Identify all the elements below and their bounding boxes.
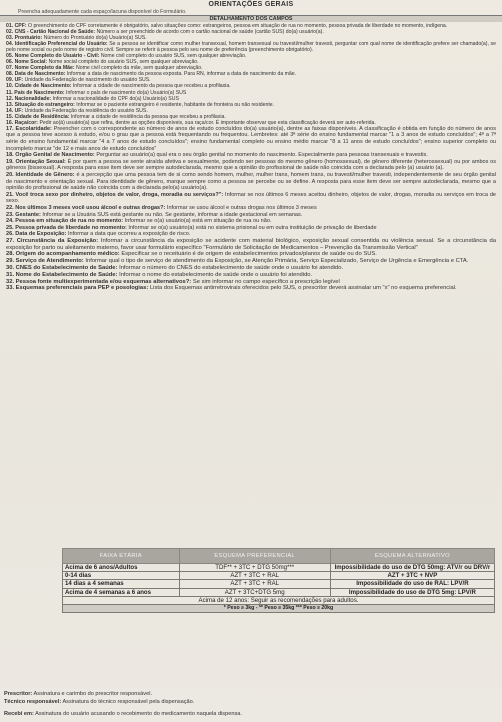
field-label: 02. CNS - Cartão Nacional de Saúde:	[6, 29, 96, 36]
field-label: 26. Data de Exposição:	[6, 231, 67, 238]
field-label: 25. Pessoa privada de liberdade no momento:	[6, 224, 127, 231]
field-descriptions	[0, 22, 502, 292]
field-description-item	[6, 159, 496, 172]
alternative-scheme-cell: AZT + 3TC + NVP	[330, 572, 494, 580]
field-label: 21. Você troca sexo por dinheiro, objetos de valor, droga, moradia ou serviços?":	[6, 191, 224, 198]
field-label: 06. Nome Social:	[6, 59, 48, 66]
field-label: 14. UF:	[6, 107, 24, 114]
field-text: Informar a data de nascimento da pessoa exposta. Para RN, informar a data de nascimento da mãe.	[66, 71, 297, 78]
field-text: Nome civil completo da mãe, sem qualquer abreviação.	[76, 65, 203, 72]
field-text: Informar a circunstância da exposição se acidente com material biológico, exposição sexual consentida ou violência sexual. Se a circunstância da exposição for parto ou aleitamento materno, favor usar formulário específico "Formulário de Solicitação de Medicamentos – Prevenção da Transmissão Vertical"	[6, 237, 496, 251]
field-text: O preenchimento do CPF corretamente é obrigatório, salvo situações como: estrangeiros, pessoa em situação de rua no momento, pessoa privada de liberdade no momento, indígena.	[28, 23, 448, 29]
detail-bar	[0, 16, 502, 22]
field-text: Especificar se o receituário é de origem de estabelecimentos privados/planos de saúde ou do SUS.	[121, 251, 377, 258]
field-text: Informar se o(a) usuário(a) está em situação de rua ou não.	[124, 218, 272, 225]
field-text: Informar se o paciente estrangeiro é residente, habitante de fronteira ou não residente.	[76, 101, 275, 108]
table-row	[63, 564, 495, 572]
table-row	[63, 572, 495, 580]
field-label: 09. UF:	[6, 77, 24, 84]
preferred-scheme-cell: AZT + 3TC + RAL	[179, 580, 330, 588]
field-text: Se a pessoa se identificar como mulher transexual, homem transexual ou travesti/mulher travesti, perguntar com qual nome de identificação prefere ser chamado(a), se pelo nome social ou pelo nome de registro civil. Sempre se referir à pessoa pelo seu nome de preferência (preenchimento obrigatório).	[6, 41, 496, 54]
field-text: Unidade da Federação da residência do usuário SUS.	[24, 107, 148, 114]
field-text: Informar se nos últimos 6 meses aceitou dinheiro, objetos de valor, drogas, moradia ou serviços em troca de sexo.	[6, 191, 496, 205]
field-description-item	[6, 258, 496, 265]
field-label: 13. Situação do estrangeiro:	[6, 101, 75, 108]
prep-pep-table	[62, 548, 495, 613]
field-label: 03. Prontuário:	[6, 35, 43, 42]
field-label: 05. Nome Completo do Usuário - Civil:	[6, 53, 100, 60]
field-label: 28. Origem do acompanhamento médico:	[6, 251, 120, 258]
receiver-line: Recebi em: Assinatura do usuário acusando o recebimento do medicamento naquela dispensa.	[4, 711, 242, 717]
field-description-item	[6, 272, 496, 279]
field-text: Informar o número do CNES do estabelecimento de saúde onde o usuário foi atendido.	[119, 265, 344, 272]
field-description-item	[6, 172, 496, 192]
field-label: 08. Data de Nascimento:	[6, 71, 66, 78]
field-text: Informar o nome do estabelecimento de saúde onde o usuário foi atendido.	[119, 271, 313, 278]
field-label: 20. Identidade de Gênero:	[6, 171, 75, 178]
col-alternative-scheme: ESQUEMA ALTERNATIVO	[330, 549, 494, 564]
scheme-table	[62, 548, 495, 613]
field-text: Unidade da Federação de nascimento do usuário SUS.	[24, 77, 151, 84]
col-age-range: FAIXA ETÁRIA	[63, 549, 180, 564]
table-footer: Acima de 12 anos: Seguir as recomendações para adultos.	[63, 596, 495, 604]
field-label: 01. CPF:	[6, 23, 27, 29]
field-description-item	[6, 265, 496, 272]
field-label: 04. Identificação Preferencial do Usuário:	[6, 41, 108, 48]
age-range-cell: Acima de 6 anos/Adultos	[63, 564, 180, 572]
field-text: Nome civil completo do usuário SUS, sem qualquer abreviação.	[100, 53, 247, 60]
field-text: Número a ser preenchido de acordo com o cartão nacional de saúde (cartão SUS) do(a) usuário(a).	[96, 29, 324, 36]
field-text: É por quem a pessoa se sente atraída afetiva e sexualmente, podendo ser pessoas do mesmo gênero (homossexual), de gênero diferente (heterossexual) ou por ambos os gêneros (bissexual). A resposta para esse item deve ser sempre autodeclarada, mesmo que a opinião do profissional de saúde não coincida com a declarada pelo (a) usuário (a).	[6, 158, 496, 172]
field-label: 15. Cidade de Residência:	[6, 113, 70, 120]
field-label: 30. CNES do Estabelecimento de Saúde:	[6, 265, 118, 272]
detail-bar-title: DETALHAMENTO DOS CAMPOS	[209, 16, 293, 22]
field-label: 19. Orientação Sexual:	[6, 158, 66, 165]
field-description-item	[6, 41, 496, 53]
field-text: Informar a cidade de residência da pessoa que recebeu a profilaxia.	[70, 113, 226, 120]
field-text: Número do Prontuário do(a) Usuário(a) SUS.	[43, 35, 147, 42]
field-text: Pedir ao(à) usuário(a) que refira, dentre as opções disponíveis, sua raça/cor. É importante observar que esta classificação deverá ser auto-referida.	[39, 119, 376, 126]
table-row	[63, 580, 495, 588]
preferred-scheme-cell: TDF** + 3TC + DTG 50mg***	[179, 564, 330, 572]
field-text: Informar se a Usuária SUS está gestante ou não. Se gestante, informar a idade gestacional em semanas.	[42, 211, 303, 218]
technician-line: Técnico responsável: Assinatura do técnico responsável pela dispensação.	[4, 699, 195, 705]
age-range-cell: Acima de 4 semanas a 6 anos	[63, 588, 180, 596]
weight-note: * Peso ≥ 3kg - ** Peso ≥ 35kg *** Peso ≥ 20kg	[63, 604, 495, 612]
field-label: 29. Serviço de Atendimento:	[6, 258, 84, 265]
field-description-item	[6, 238, 496, 252]
field-label: 17. Escolaridade:	[6, 125, 52, 132]
field-description-item	[6, 212, 496, 219]
field-description-item	[6, 231, 496, 238]
field-text: Informar a cidade de nascimento da pessoa que recebeu a profilaxia.	[72, 83, 231, 90]
table-note-row	[63, 604, 495, 612]
field-text: Informar a data que ocorreu a exposição de risco.	[67, 231, 191, 238]
field-text: Perguntar ao usuário(a) qual era o seu órgão genital no momento do nascimento. Especialmente para pessoas transexuais e travestis.	[96, 152, 428, 159]
field-label: 23. Gestante:	[6, 211, 41, 218]
field-description-item	[6, 225, 496, 232]
field-text: Nome social completo do usuário SUS, sem qualquer abreviação.	[48, 59, 199, 66]
table-footer-row	[63, 596, 495, 604]
alternative-scheme-cell: Impossibilidade do uso de DTG 5mg: LPV/R	[330, 588, 494, 596]
field-label: 18. Orgão Genital de Nascimento:	[6, 152, 95, 159]
field-text: Se sim informar no campo específico a prescrição legível	[192, 278, 340, 285]
col-preferred-scheme: ESQUEMA PREFERENCIAL	[179, 549, 330, 564]
field-label: 32. Pessoa fonte multiexperimentada e/ou esquemas alternativos?:	[6, 278, 192, 285]
instruction-line: Preencha adequadamente cada espaço/lacuna disponível do Formulário.	[0, 9, 502, 16]
field-label: 16. Raça/cor:	[6, 119, 39, 126]
field-label: 24. Pessoa em situação de rua no momento:	[6, 218, 124, 225]
preferred-scheme-cell: AZT + 3TC+DTG 5mg	[179, 588, 330, 596]
field-label: 22. Nos últimos 3 meses você usou álcool e outras drogas?:	[6, 204, 166, 211]
section-title: ORIENTAÇÕES GERAIS	[208, 1, 294, 8]
field-label: 07. Nome Completo da Mãe:	[6, 65, 75, 72]
field-label: 33. Esquemas preferenciais para PEP e posologias:	[6, 285, 149, 292]
field-description-item	[6, 279, 496, 286]
field-text: Informar o país de nascimento do(a) Usuário(a) SUS	[66, 89, 187, 96]
field-description-item	[6, 192, 496, 205]
field-description-item	[6, 218, 496, 225]
preferred-scheme-cell: AZT + 3TC + RAL	[179, 572, 330, 580]
field-description-item	[6, 285, 496, 292]
alternative-scheme-cell: Impossibilidade do uso de RAL: LPV/R	[330, 580, 494, 588]
field-text: Informar a nacionalidade do CPF do(a) Usuário(a) SUS	[52, 95, 179, 102]
field-text: Informar se o(a) usuário(a) está no sistema prisional ou em outra instituição de privação de liberdade	[128, 224, 377, 231]
field-description-item	[6, 251, 496, 258]
field-label: 12. Nacionalidade:	[6, 95, 52, 102]
field-text: Informar se usou álcool e outras drogas nos últimos 3 meses	[166, 204, 317, 211]
field-text: Informar qual o tipo de serviço de atendimento da Exposição, se Atenção Primária, Serviço Especializado, Serviço de Urgência e Emergência e CTA.	[85, 258, 469, 265]
age-range-cell: 14 dias a 4 semanas	[63, 580, 180, 588]
age-range-cell: 0-14 dias	[63, 572, 180, 580]
table-row	[63, 588, 495, 596]
field-label: 27. Circunstância da Exposição:	[6, 237, 99, 244]
field-text: Preencher com o correspondente ao número de anos de estudo concluídos do(a) usuário(a), dentre as faixas disponíveis. A classificação é obtida em função do número de anos que a pessoa teve acesso à estudo, e/ou o grau que a pessoa está frequentando ou frequentou. Lembretes: até 3ª série do ensino fundamental marcar "1 a 3 anos de estudo concluídos"; 4ª a 7ª série do ensino fundamental marcar "4 a 7 anos de estudo concluídos"; ensino fundamental completo ou ensino médio marcar "8 a 11 anos de estudo concluídos"; ensino superior completo ou incompleto marcar "de 12 e mais anos de estudo concluídos"	[6, 125, 496, 152]
field-label: 10. Cidade de Nascimento:	[6, 83, 72, 90]
field-description-item	[6, 126, 496, 152]
field-description-item	[6, 152, 496, 159]
field-text: Lista dos Esquemas antirretrovirais oferecidos pelo SUS, o prescritor deverá assinalar um "x" no esquema preferencial.	[149, 285, 457, 292]
alternative-scheme-cell: Impossibilidade do uso de DTG 50mg: ATV/r ou DRV/r	[330, 564, 494, 572]
field-description-item	[6, 205, 496, 212]
prescriber-line: Prescritor: Assinatura e carimbo do prescritor responsável.	[4, 691, 153, 697]
field-text: é a percepção que uma pessoa tem de si como sendo homem, mulher, mulher trans, homem trans, ou travesti/mulher travesti, independentemente de seu órgão genital de nascimento e orientação sexual. Para identidade de gênero, marque sempre como a pessoa se percebe ou se define. A resposta para esse item deve ser sempre autodeclarada, mesmo que a opinião do profissional de saúde não coincida com a declarada pelo(a) usuário(a).	[6, 171, 497, 192]
field-label: 31. Nome do Estabelecimento de Saúde:	[6, 271, 118, 278]
field-label: 11. País de Nascimento:	[6, 89, 65, 96]
